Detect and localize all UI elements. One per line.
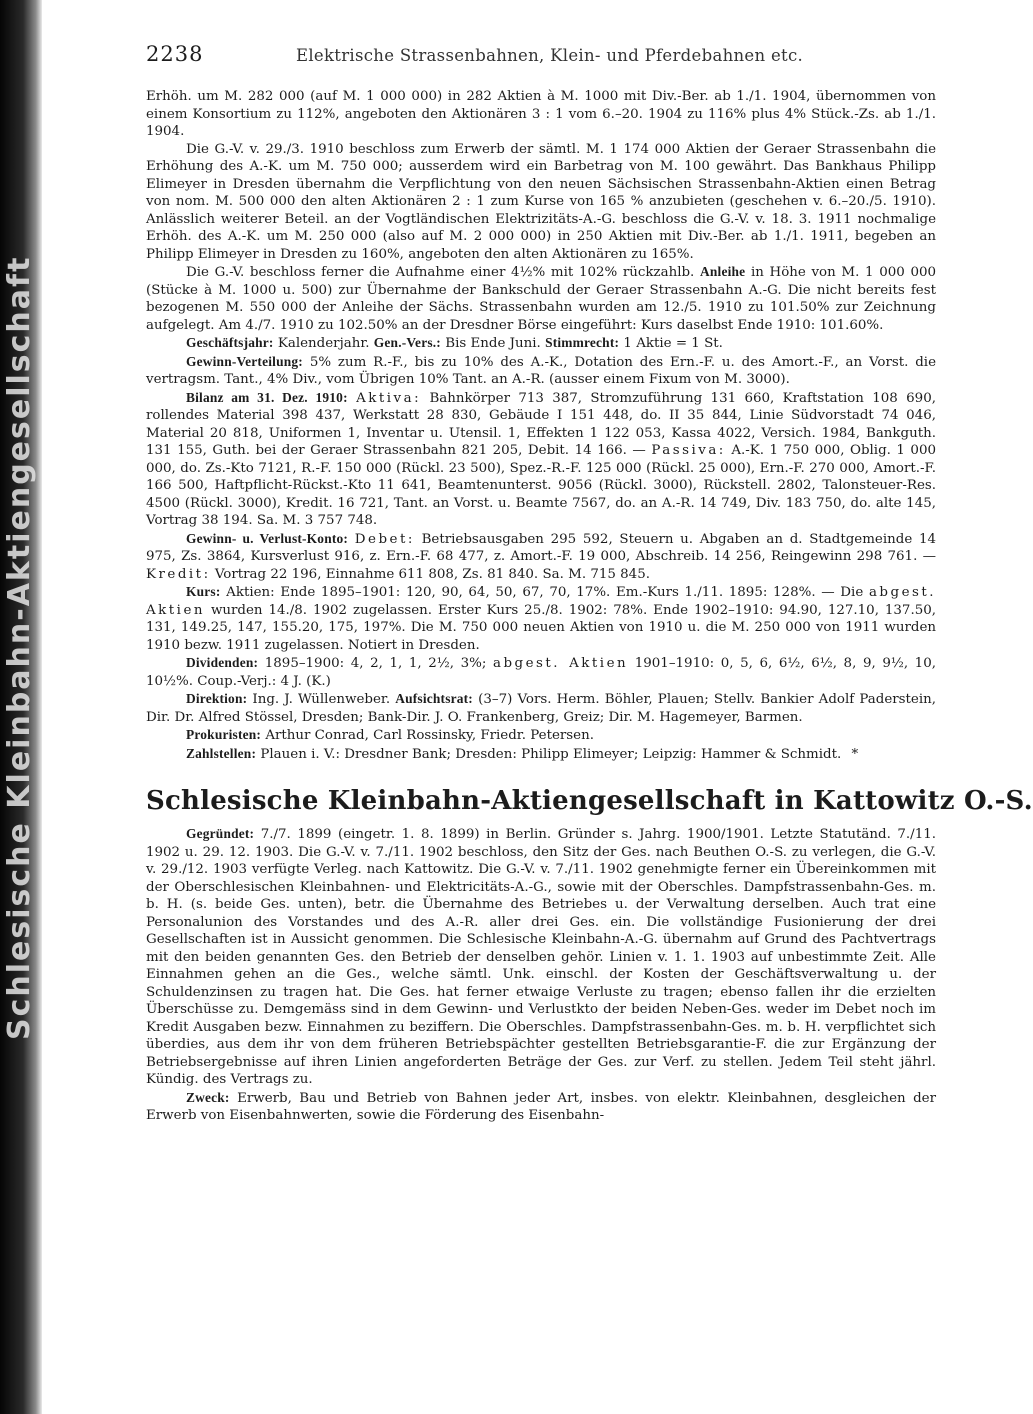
kurs-spaced: abgest. Aktien <box>146 585 936 618</box>
aufsichtsrat-text: (3–7) Vors. Herm. Böhler, Plauen; Stellv. Bankier Adolf Paderstein, Dir. Dr. Alfred Stössel, Dresden; Bank-Dir. J. O. Frankenberg, Greiz; Dir. M. Hagemeyer, Barmen. <box>146 692 936 725</box>
stimmrecht-text: 1 Aktie = 1 St. <box>623 336 723 351</box>
debet-label: Debet: <box>354 531 415 547</box>
end-star-mark: * <box>851 746 859 762</box>
prokuristen-paragraph <box>146 726 936 745</box>
debet-text: Betriebsausgaben 295 592, Steuern u. Abgaben an d. Stadtgemeinde 14 975, Zs. 3864, Kursverlust 916, z. Ern.-F. 68 477, z. Amort.-F. 19 000, Abschreib. 14 256, Reingewinn 298 761. — <box>146 531 937 564</box>
gegruendet-paragraph <box>146 825 936 1089</box>
aufsichtsrat-label: Aufsichtsrat: <box>395 691 473 706</box>
intro-paragraph-2: Die G.-V. v. 29./3. 1910 beschloss zum Erwerb der sämtl. M. 1 174 000 Aktien der Geraer Strassenbahn die Erhöhung des A.-K. um M. 750 000; ausserdem wird ein Barbetrag von M. 100 gewährt. Das Bankhaus Philipp Elimeyer in Dresden übernahm die Verpflichtung von den neuen Sächsischen Strassenbahn-Aktien einen Betrag von nom. M. 500 000 den alten Aktionären 2 : 1 zum Kurse von 165 % anzubieten (geschehen v. 6.–20./5. 1910). Anlässlich weiterer Beteil. an der Vogtländischen Elektrizitäts-A.-G. beschloss die G.-V. v. 18. 3. 1911 nochmalige Erhöh. des A.-K. um M. 250 000 (also auf M. 2 000 000) in 250 Aktien mit Div.-Ber. ab 1./1. 1911, begeben an Philipp Elimeyer in Dresden zu 160%, angeboten den alten Aktionären zu 165%. <box>146 141 936 262</box>
gen-vers-text: Bis Ende Juni. <box>445 336 541 351</box>
direktion-text: Ing. J. Wüllenweber. <box>252 692 391 707</box>
running-title: Elektrische Strassenbahnen, Klein- und Pferdebahnen etc. <box>296 46 804 65</box>
gewinn-verteilung-text: 5% zum R.-F., bis zu 10% des A.-K., Dotation des Ern.-F. u. des Amort.-F., an Vorst. die vertragsm. Tant., 4% Div., vom Übrigen 10% Tant. an A.-R. (ausser einem Fixum von M. 3000). <box>146 354 936 387</box>
anleihe-paragraph <box>146 263 936 334</box>
gegruendet-text: 7./7. 1899 (eingetr. 1. 8. 1899) in Berlin. Gründer s. Jahrg. 1900/1901. Letzte Statutänd. 7./11. 1902 u. 29. 12. 1903. Die G.-V. v. 7./11. 1902 beschloss, den Sitz der Ges. nach Beuthen O.-S. zu verlegen, die G.-V. v. 29./12. 1903 verfügte Verleg. nach Kattowitz. Die G.-V. v. 7./11. 1902 genehmigte ferner ein Übereinkommen mit der Oberschlesischen Kleinbahnen- und Elektricitäts-A.-G., sowie mit der Oberschles. Dampfstrassenbahn-Ges. m. b. H. (s. beide Ges. unten), betr. die Übernahme des Betriebes u. der Verwaltung derselben. Auch trat eine Personalunion des Vorstandes und des A.-R. aller drei Ges. ein. Die vollständige Fusionierung der drei Gesellschaften ist in Aussicht genommen. Die Schlesische Kleinbahn-A.-G. übernahm auf Grund des Pachtvertrags mit den beiden genannten Ges. den Betrieb der denselben gehör. Linien v. 1. 1. 1903 auf unbestimmte Zeit. Alle Einnahmen gehen an die Ges., welche sämtl. Unk. einschl. der Kosten der Geschäftsverwaltung u. der Schuldenzinsen zu tragen hat. Die Ges. hat ferner etwaige Verluste zu tragen; ebenso fallen ihr die erzielten Überschüsse zu. Demgemäss sind in dem Gewinn- und Verlustkto der beiden Neben-Ges. weder im Debet noch im Kredit Ausgaben bezw. Einnahmen zu beziffern. Die Oberschles. Dampfstrassenbahn-Ges. m. b. H. verpflichtet sich überdies, aus dem ihr von dem früheren Betriebspächter gestellten Betriebsgarantie-F. die zur Ergänzung der Betriebsergebnisse auf ihren Linien angeforderten Beträge der Ges. zur Verf. zu stellen. Jedem Teil steht jährl. Kündig. des Vertrags zu. <box>146 827 936 1087</box>
zweck-paragraph <box>146 1089 936 1125</box>
page-header <box>146 42 936 76</box>
page-number: 2238 <box>146 42 204 66</box>
guv-paragraph <box>146 530 936 584</box>
dividenden-paragraph <box>146 654 936 690</box>
passiva-label: Passiva: <box>651 443 726 458</box>
binding-spine-text: Schlesische Kleinbahn-Aktiengesellschaft <box>2 255 37 1040</box>
dividenden-text-2: 1901–1910: 0, 5, 6, 6½, 6½, 8, 9, 9½, 10, 10½%. Coup.-Verj.: 4 J. (K.) <box>146 656 936 689</box>
bilanz-label: Bilanz am 31. Dez. 1910: <box>186 389 348 405</box>
dividenden-spaced: abgest. Aktien <box>492 656 629 671</box>
aktiva-text: Bahnkörper 713 387, Stromzuführung 131 660, Kraftstation 108 690, rollendes Material 398 437, Werkstatt 28 830, Gebäude I 151 448, do. II 35 844, Linie Südvorstadt 74 046, Material 20 818, Uniformen 1, Inventar u. Utensil. 1, Effekten 1 122 053, Kassa 4022, Versich. 1984, Bankguth. 131 155, Guth. bei der Geraer Strassenbahn 821 205, Debit. 14 166. — <box>146 390 936 458</box>
zahlstellen-label: Zahlstellen: <box>186 745 257 761</box>
intro-paragraph-1: Erhöh. um M. 282 000 (auf M. 1 000 000) in 282 Aktien à M. 1000 mit Div.-Ber. ab 1./1. 1904, übernommen von einem Konsortium zu 112%, angeboten den Aktionären 3 : 1 vom 6.–20. 1904 zu 116% plus 4% Stück.-Zs. ab 1./1. 1904. <box>146 89 936 139</box>
section-title: Schlesische Kleinbahn-Aktiengesellschaft in Kattowitz O.-S. <box>146 786 1033 816</box>
book-binding-strip <box>0 0 42 1414</box>
kredit-label: Kredit: <box>146 566 211 582</box>
zweck-text: Erwerb, Bau und Betrieb von Bahnen jeder Art, insbes. von elektr. Kleinbahnen, desgleichen der Erwerb von Eisenbahnwerten, sowie die Förderung des Eisenbahn- <box>146 1090 936 1123</box>
gen-vers-label: Gen.-Vers.: <box>373 335 441 350</box>
guv-label: Gewinn- u. Verlust-Konto: <box>186 530 349 546</box>
anleihe-label: Anleihe <box>700 264 746 279</box>
zahlstellen-text: Plauen i. V.: Dresdner Bank; Dresden: Philipp Elimeyer; Leipzig: Hammer & Schmidt. <box>260 746 842 762</box>
geschaeftsjahr-text: Kalenderjahr. <box>277 336 370 351</box>
stimmrecht-label: Stimmrecht: <box>545 335 620 350</box>
aktiva-label: Aktiva: <box>356 390 422 406</box>
anleihe-after: in Höhe von M. 1 000 000 (Stücke à M. 1000 u. 500) zur Übernahme der Bankschuld der Geraer Strassenbahn A.-G. Die nicht bereits fest bezogenen M. 550 000 der Anleihe der Sächs. Strassenbahn wurden am 12./5. 1910 zu 101.50% zur Zeichnung aufgelegt. Am 4./7. 1910 zu 102.50% an der Dresdner Börse eingeführt: Kurs daselbst Ende 1910: 101.60%. <box>146 265 937 333</box>
gewinn-verteilung-label: Gewinn-Verteilung: <box>186 353 303 369</box>
zweck-label: Zweck: <box>186 1089 230 1105</box>
kredit-text: Vortrag 22 196, Einnahme 611 808, Zs. 81 840. Sa. M. 715 845. <box>214 566 650 582</box>
direktion-label: Direktion: <box>186 691 248 706</box>
kurs-text-2: wurden 14./8. 1902 zugelassen. Erster Kurs 25./8. 1902: 78%. Ende 1902–1910: 94.90, 127.10, 137.50, 131, 149.25, 147, 155.20, 175, 197%. Die M. 750 000 neuen Aktien von 1910 u. die M. 250 000 von 1911 wurden 1910 bezw. 1911 zugelassen. Notiert in Dresden. <box>146 602 936 653</box>
document-page <box>146 42 1033 1402</box>
kurs-text-1: Aktien: Ende 1895–1901: 120, 90, 64, 50, 67, 70, 17%. Em.-Kurs 1./11. 1895: 128%. — Die <box>226 585 864 600</box>
kurs-paragraph <box>146 583 936 654</box>
passiva-text: A.-K. 1 750 000, Oblig. 1 000 000, do. Zs.-Kto 7121, R.-F. 150 000 (Rückl. 23 500), Spez.-R.-F. 125 000 (Rückl. 25 000), Ern.-F. 270 000, Amort.-F. 166 500, Haftpflicht-Rückst.-Kto 11 641, Beamtenunterst. 9056 (Rückl. 3000), Rückstell. 2802, Talonsteuer-Res. 4500 (Rückl. 3000), Kredit. 16 721, Tant. an Vorst. u. Beamte 7567, do. an A.-R. 14 749, Div. 183 750, do. alte 145, Vortrag 38 194. Sa. M. 3 757 748. <box>146 443 936 528</box>
dividenden-label: Dividenden: <box>186 655 259 670</box>
dividenden-text-1: 1895–1900: 4, 2, 1, 1, 2½, 3%; <box>264 656 487 671</box>
gegruendet-label: Gegründet: <box>186 826 255 841</box>
kurs-label: Kurs: <box>186 584 221 599</box>
anleihe-before: Die G.-V. beschloss ferner die Aufnahme einer 4½% mit 102% rückzahlb. <box>186 265 695 280</box>
prokuristen-label: Prokuristen: <box>186 727 262 742</box>
geschaeftsjahr-label: Geschäftsjahr: <box>186 335 274 350</box>
prokuristen-text: Arthur Conrad, Carl Rossinsky, Friedr. Petersen. <box>265 728 594 743</box>
direktion-paragraph <box>146 690 936 726</box>
zahlstellen-paragraph <box>146 745 936 764</box>
geschaeftsjahr-paragraph <box>146 334 936 353</box>
gewinn-verteilung-paragraph <box>146 353 936 389</box>
bilanz-paragraph <box>146 389 936 530</box>
